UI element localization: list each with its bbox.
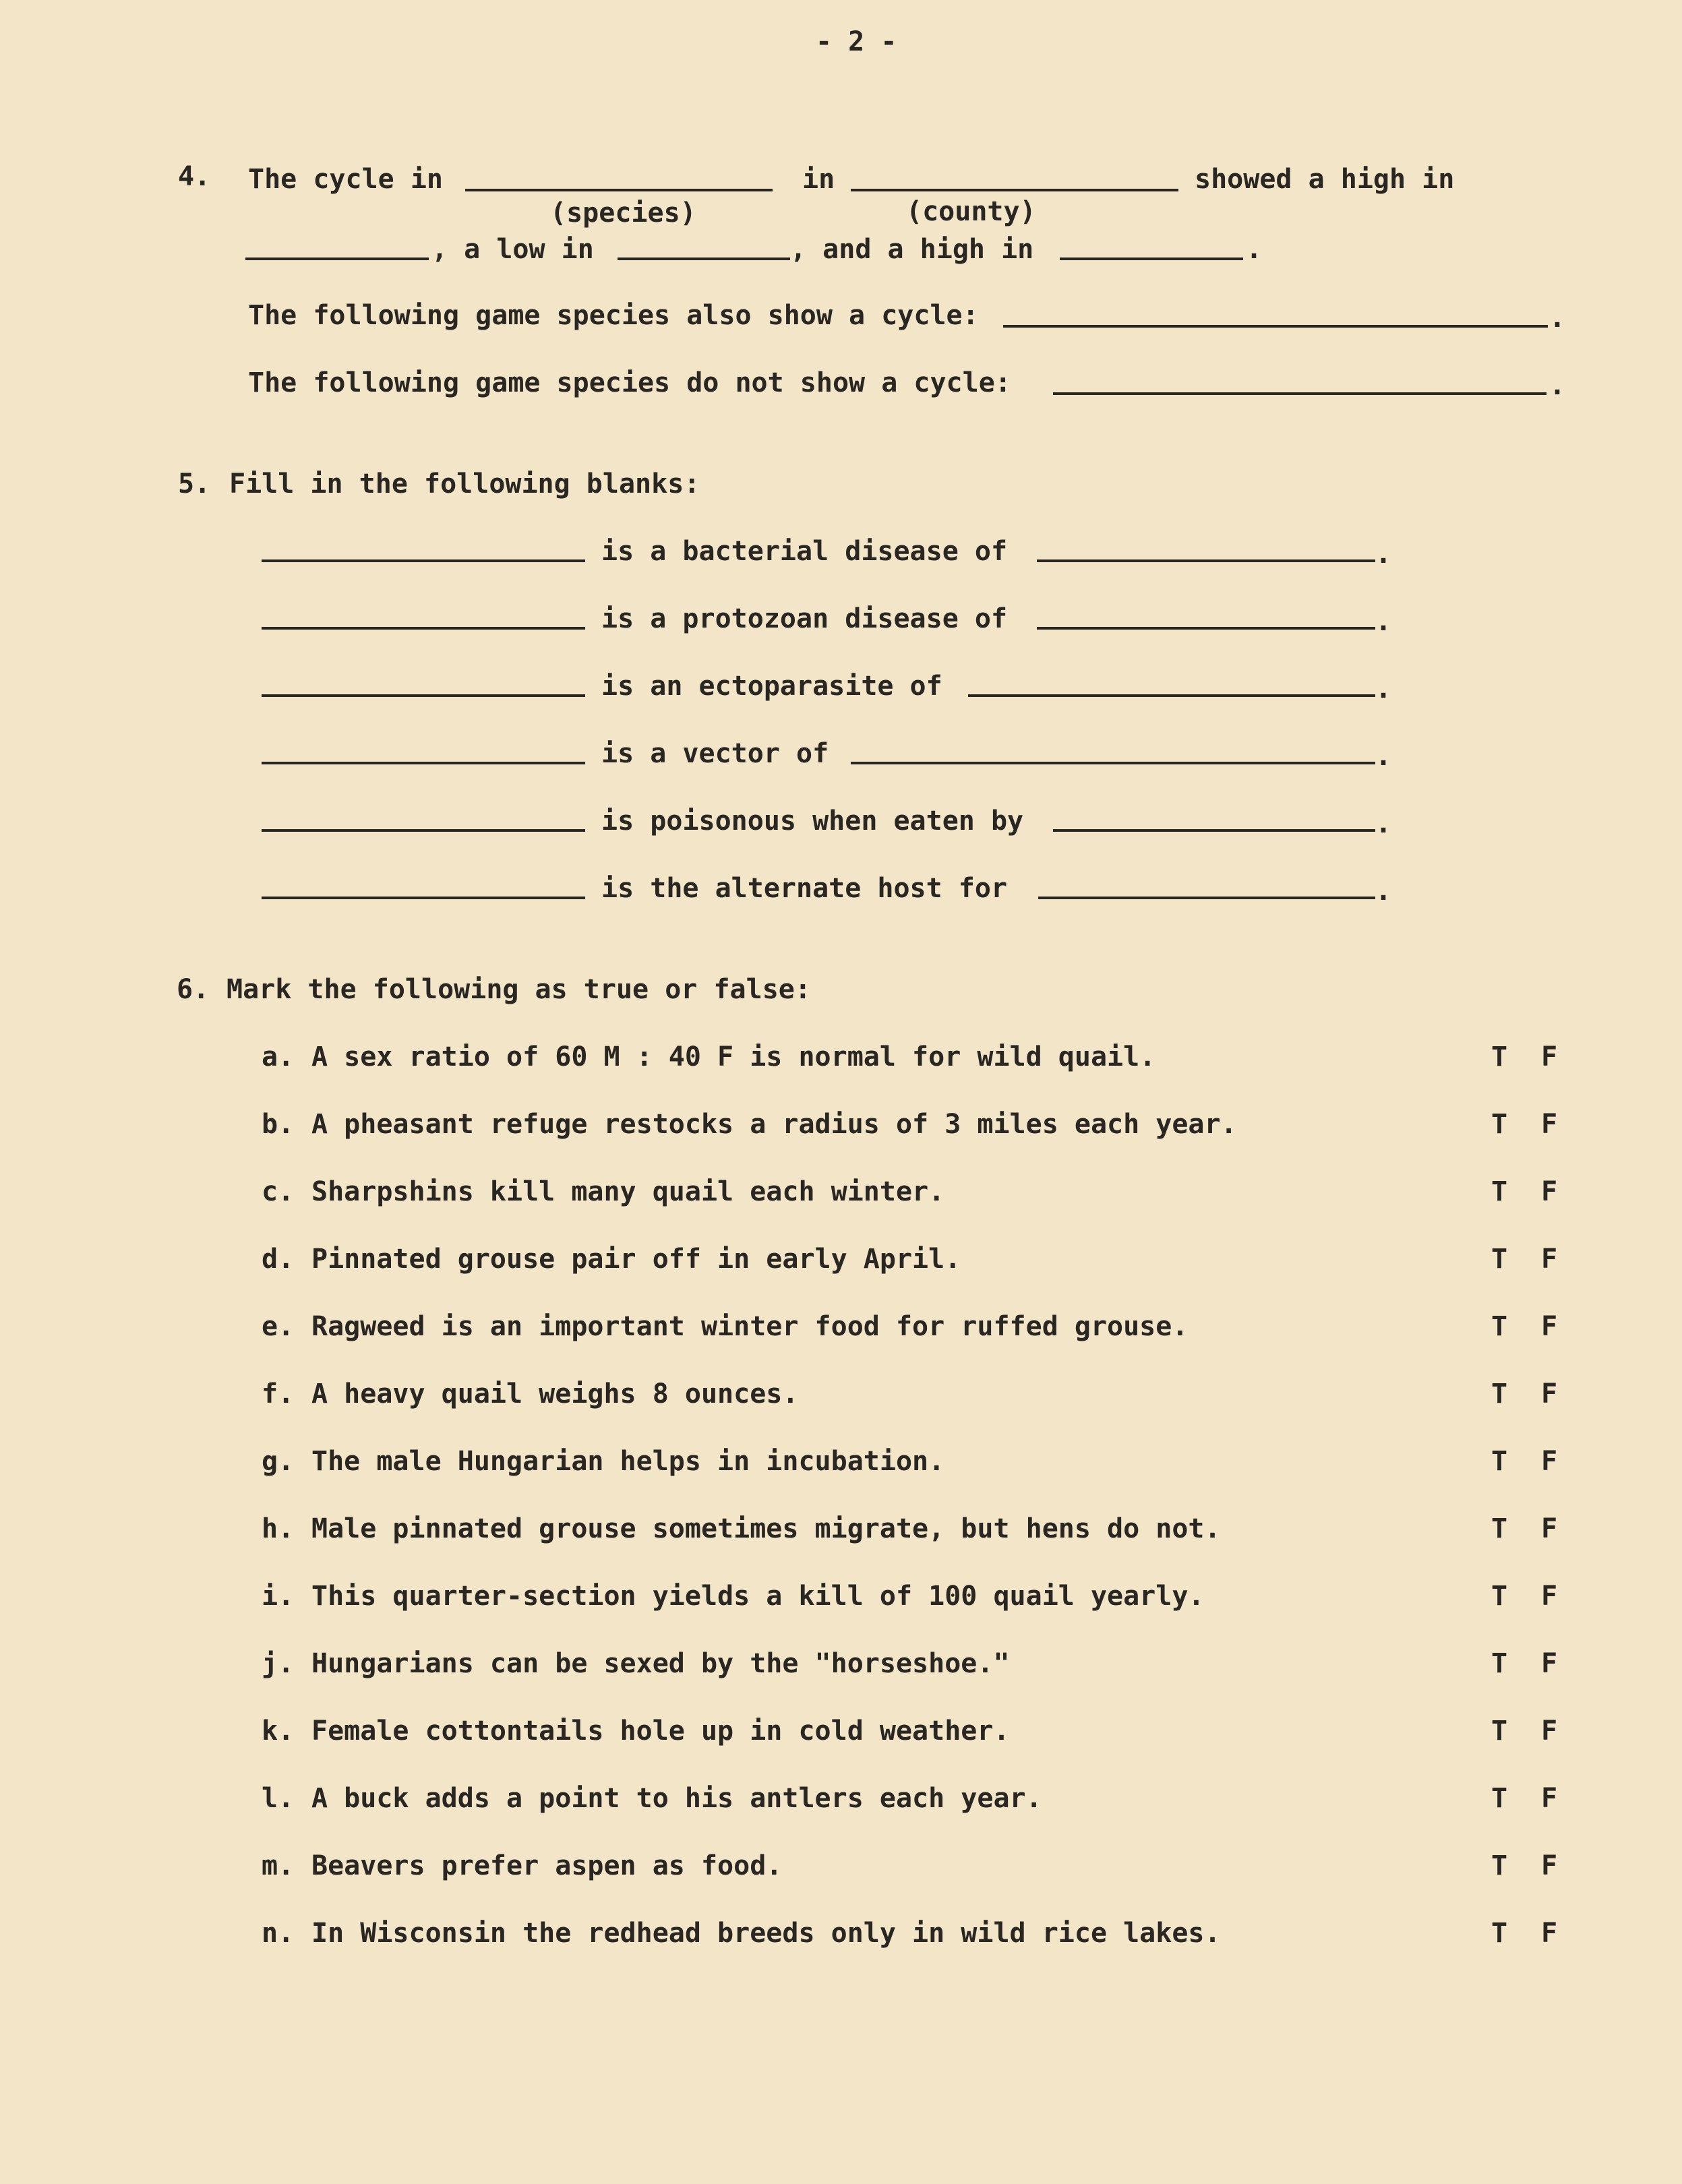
q4-high-year-blank[interactable] [245,257,429,260]
q5-number: 5. [178,468,211,499]
q4-species-label: (species) [550,198,696,229]
q5-item-left-blank[interactable] [262,559,585,562]
q6-item-letter: h. [262,1513,295,1544]
q6-item-true[interactable]: T [1491,1109,1508,1140]
q5-item-right-blank[interactable] [1037,627,1375,630]
q6-item-text: The male Hungarian helps in incubation. [311,1446,945,1477]
q6-item-true[interactable]: T [1491,1176,1508,1207]
q5-item-text: is an ectoparasite of [601,671,942,702]
q6-item-text: A heavy quail weighs 8 ounces. [311,1378,799,1409]
q6-item-false[interactable]: F [1541,1783,1558,1814]
q6-item-letter: c. [262,1176,295,1207]
q4-cycle-species-blank[interactable] [1003,325,1548,328]
q5-item-text: is the alternate host for [601,873,1008,904]
q6-item-true[interactable]: T [1491,1378,1508,1409]
q5-item-right-blank[interactable] [1038,897,1375,899]
q5-item-left-blank[interactable] [262,829,585,832]
q4-line3: The following game species also show a cycle: [248,300,979,331]
q5-item-period: . [1375,606,1392,637]
q5-item-period: . [1375,539,1392,570]
page-number: - 2 - [816,26,897,57]
q6-item-text: Female cottontails hole up in cold weather. [311,1716,1010,1747]
q5-item-right-blank[interactable] [851,762,1375,764]
q4-low-year-blank[interactable] [618,257,790,260]
q6-item-letter: i. [262,1581,295,1612]
q4-line1-c: showed a high in [1195,164,1455,195]
q6-item-false[interactable]: F [1541,1311,1558,1342]
q6-item-text: A pheasant refuge restocks a radius of 3 miles each year. [311,1109,1237,1140]
q5-heading: Fill in the following blanks: [229,468,700,499]
q6-item-letter: j. [262,1648,295,1679]
q6-item-true[interactable]: T [1491,1581,1508,1612]
q6-item-text: In Wisconsin the redhead breeds only in wild rice lakes. [311,1918,1221,1949]
q6-item-true[interactable]: T [1491,1513,1508,1544]
q6-item-false[interactable]: F [1541,1513,1558,1544]
q4-line2-b: , and a high in [790,234,1034,265]
q6-item-letter: m. [262,1850,295,1881]
q6-item-letter: k. [262,1716,295,1747]
q6-item-false[interactable]: F [1541,1041,1558,1072]
q6-item-true[interactable]: T [1491,1783,1508,1814]
q4-county-blank[interactable] [851,189,1178,191]
q6-item-text: Ragweed is an important winter food for ruffed grouse. [311,1311,1189,1342]
q6-item-text: A buck adds a point to his antlers each year. [311,1783,1042,1814]
q6-item-false[interactable]: F [1541,1850,1558,1881]
q6-item-text: Hungarians can be sexed by the "horseshoe." [311,1648,1010,1679]
q6-item-false[interactable]: F [1541,1244,1558,1275]
q5-item-text: is poisonous when eaten by [601,806,1024,837]
q5-item-left-blank[interactable] [262,627,585,630]
q6-item-text: Pinnated grouse pair off in early April. [311,1244,961,1275]
q5-item-text: is a bacterial disease of [601,536,1008,567]
q6-item-true[interactable]: T [1491,1850,1508,1881]
q6-item-true[interactable]: T [1491,1446,1508,1477]
q6-item-false[interactable]: F [1541,1716,1558,1747]
q6-item-letter: e. [262,1311,295,1342]
q6-item-text: This quarter-section yields a kill of 100 quail yearly. [311,1581,1205,1612]
q5-item-period: . [1375,876,1392,907]
q6-item-letter: a. [262,1041,295,1072]
q4-line4-period: . [1549,370,1566,401]
q5-item-left-blank[interactable] [262,897,585,899]
q5-item-text: is a vector of [601,738,829,769]
q6-item-letter: g. [262,1446,295,1477]
q6-item-true[interactable]: T [1491,1311,1508,1342]
q4-line1-a: The cycle in [248,164,443,195]
q6-item-text: A sex ratio of 60 M : 40 F is normal for wild quail. [311,1041,1156,1072]
q4-high2-year-blank[interactable] [1060,257,1243,260]
q6-item-true[interactable]: T [1491,1716,1508,1747]
q6-item-true[interactable]: T [1491,1041,1508,1072]
q6-item-text: Sharpshins kill many quail each winter. [311,1176,945,1207]
q5-item-text: is a protozoan disease of [601,603,1008,634]
q5-item-period: . [1375,741,1392,772]
q4-county-label: (county) [906,196,1036,227]
q5-item-period: . [1375,673,1392,704]
q6-item-false[interactable]: F [1541,1446,1558,1477]
q4-line2-a: , a low in [431,234,594,265]
q6-item-false[interactable]: F [1541,1581,1558,1612]
q6-item-letter: b. [262,1109,295,1140]
q6-item-false[interactable]: F [1541,1109,1558,1140]
q6-heading: Mark the following as true or false: [227,974,811,1005]
q6-item-true[interactable]: T [1491,1648,1508,1679]
q4-number: 4. [178,161,211,192]
q6-item-text: Beavers prefer aspen as food. [311,1850,783,1881]
q5-item-right-blank[interactable] [1037,559,1375,562]
q6-item-text: Male pinnated grouse sometimes migrate, but hens do not. [311,1513,1221,1544]
q4-species-blank[interactable] [465,189,773,191]
q4-no-cycle-species-blank[interactable] [1053,392,1546,395]
q6-item-false[interactable]: F [1541,1176,1558,1207]
q6-item-letter: f. [262,1378,295,1409]
q4-line3-period: . [1549,303,1566,334]
q6-item-letter: d. [262,1244,295,1275]
q6-item-false[interactable]: F [1541,1918,1558,1949]
q5-item-left-blank[interactable] [262,694,585,697]
q4-line1-b: in [802,164,835,195]
q6-item-false[interactable]: F [1541,1378,1558,1409]
q6-item-letter: l. [262,1783,295,1814]
q5-item-period: . [1375,808,1392,839]
q6-item-true[interactable]: T [1491,1918,1508,1949]
q6-item-false[interactable]: F [1541,1648,1558,1679]
q4-line2-period: . [1246,234,1263,265]
q4-line4: The following game species do not show a cycle: [248,367,1011,398]
q5-item-right-blank[interactable] [1053,829,1375,832]
q6-number: 6. [177,974,210,1005]
q5-item-left-blank[interactable] [262,762,585,764]
q6-item-letter: n. [262,1918,295,1949]
q5-item-right-blank[interactable] [968,694,1375,697]
q6-item-true[interactable]: T [1491,1244,1508,1275]
